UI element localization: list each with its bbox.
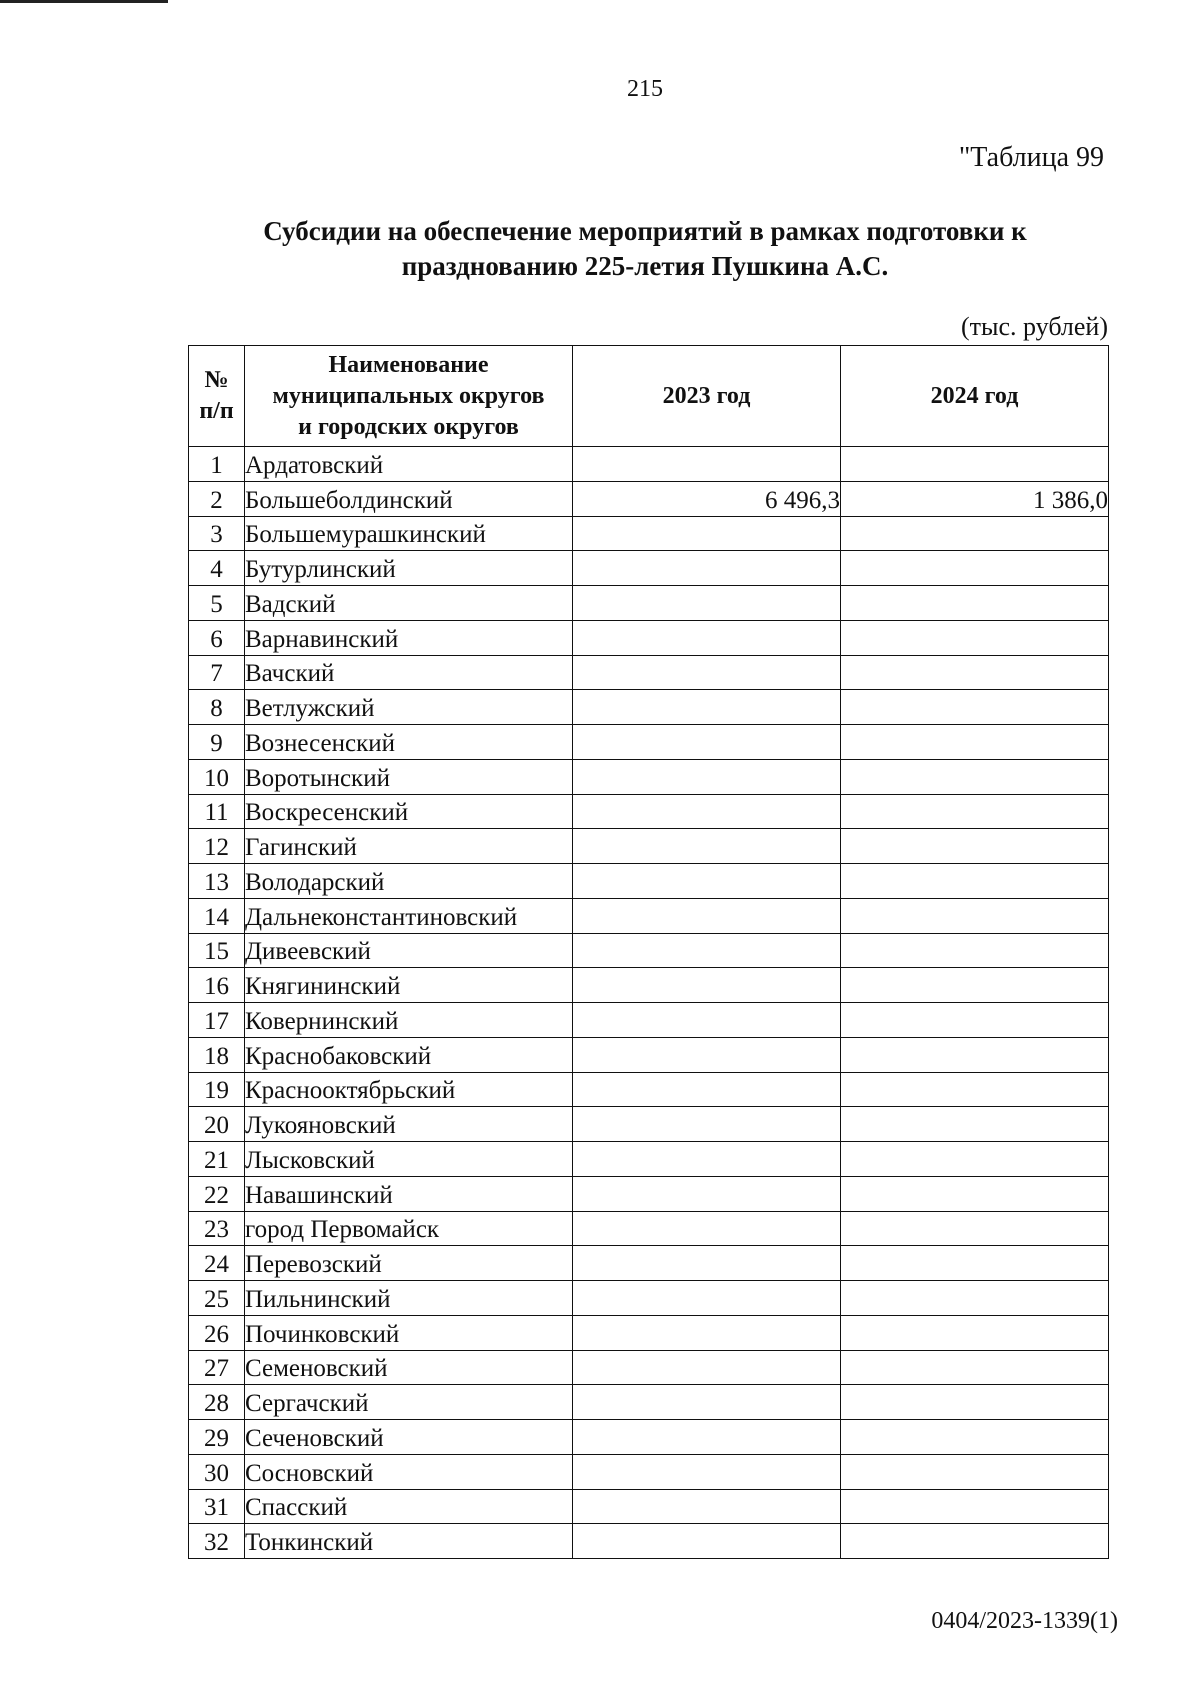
district-name: Бутурлинский (245, 551, 573, 586)
row-number: 26 (189, 1315, 245, 1350)
district-name: Вачский (245, 655, 573, 690)
value-2023 (573, 1350, 841, 1385)
value-2024 (841, 1281, 1109, 1316)
row-number: 21 (189, 1142, 245, 1177)
row-number: 10 (189, 759, 245, 794)
district-name: Ардатовский (245, 447, 573, 482)
district-name: Ковернинский (245, 1003, 573, 1038)
row-number: 22 (189, 1176, 245, 1211)
value-2023 (573, 725, 841, 760)
header-name-line-3: и городских округов (298, 413, 519, 440)
header-number (189, 346, 245, 447)
row-number: 24 (189, 1246, 245, 1281)
table-row (189, 1420, 1109, 1455)
district-name: Тонкинский (245, 1524, 573, 1559)
unit-label: (тыс. рублей) (960, 312, 1108, 341)
row-number: 31 (189, 1489, 245, 1524)
value-2024 (841, 655, 1109, 690)
district-name: Дивеевский (245, 933, 573, 968)
row-number: 13 (189, 864, 245, 899)
value-2024 (841, 620, 1109, 655)
table-row (189, 933, 1109, 968)
table-row (189, 1524, 1109, 1559)
row-number: 5 (189, 586, 245, 621)
table-row (189, 968, 1109, 1003)
table-row (189, 1454, 1109, 1489)
district-name: Володарский (245, 864, 573, 899)
table-header-row (189, 346, 1109, 447)
value-2024 (841, 933, 1109, 968)
table-row (189, 1489, 1109, 1524)
table-row (189, 655, 1109, 690)
header-name-line-2: муниципальных округов (272, 382, 545, 409)
table-row (189, 1037, 1109, 1072)
row-number: 16 (189, 968, 245, 1003)
row-number: 32 (189, 1524, 245, 1559)
district-name: Дальнеконстантиновский (245, 898, 573, 933)
value-2023 (573, 1385, 841, 1420)
table-row (189, 1385, 1109, 1420)
value-2023 (573, 1454, 841, 1489)
district-name: Сергачский (245, 1385, 573, 1420)
table-row (189, 1350, 1109, 1385)
page-number: 215 (627, 76, 663, 102)
table-row (189, 620, 1109, 655)
row-number: 4 (189, 551, 245, 586)
district-name: Воротынский (245, 759, 573, 794)
table-row (189, 1246, 1109, 1281)
district-name: Вознесенский (245, 725, 573, 760)
value-2023 (573, 1524, 841, 1559)
value-2024 (841, 1524, 1109, 1559)
value-2024 (841, 1037, 1109, 1072)
row-number: 8 (189, 690, 245, 725)
subsidy-table (188, 345, 1109, 1559)
district-name: Лысковский (245, 1142, 573, 1177)
value-2023 (573, 1281, 841, 1316)
row-number: 28 (189, 1385, 245, 1420)
district-name: Большемурашкинский (245, 516, 573, 551)
row-number: 18 (189, 1037, 245, 1072)
value-2024 (841, 586, 1109, 621)
value-2024 (841, 898, 1109, 933)
value-2024 (841, 864, 1109, 899)
value-2023 (573, 516, 841, 551)
value-2023 (573, 690, 841, 725)
value-2024 (841, 1350, 1109, 1385)
value-2024 (841, 1142, 1109, 1177)
value-2023 (573, 447, 841, 482)
district-name: Починковский (245, 1315, 573, 1350)
row-number: 6 (189, 620, 245, 655)
value-2023 (573, 898, 841, 933)
district-name: Перевозский (245, 1246, 573, 1281)
value-2024 (841, 1003, 1109, 1038)
district-name: город Первомайск (245, 1211, 573, 1246)
table-row (189, 1315, 1109, 1350)
value-2023 (573, 794, 841, 829)
row-number: 2 (189, 481, 245, 516)
district-name: Пильнинский (245, 1281, 573, 1316)
table-row (189, 447, 1109, 482)
value-2024 (841, 1420, 1109, 1455)
value-2023 (573, 1176, 841, 1211)
value-2024 (841, 447, 1109, 482)
value-2024 (841, 690, 1109, 725)
table-row (189, 1107, 1109, 1142)
district-name: Краснобаковский (245, 1037, 573, 1072)
header-number-abbr: п/п (199, 398, 234, 424)
table-row (189, 516, 1109, 551)
district-name: Спасский (245, 1489, 573, 1524)
value-2023 (573, 655, 841, 690)
value-2023 (573, 551, 841, 586)
value-2023 (573, 1037, 841, 1072)
row-number: 12 (189, 829, 245, 864)
value-2023 (573, 586, 841, 621)
row-number: 17 (189, 1003, 245, 1038)
table-row (189, 1003, 1109, 1038)
header-year-2024: 2024 год (841, 346, 1109, 447)
value-2023 (573, 1003, 841, 1038)
value-2024 (841, 725, 1109, 760)
row-number: 9 (189, 725, 245, 760)
value-2023 (573, 968, 841, 1003)
header-number-symbol: № (204, 367, 229, 393)
district-name: Варнавинский (245, 620, 573, 655)
table-row (189, 1072, 1109, 1107)
table-row (189, 794, 1109, 829)
value-2023 (573, 1107, 841, 1142)
row-number: 27 (189, 1350, 245, 1385)
title-line-2: празднованию 225-летия Пушкина А.С. (401, 251, 889, 281)
district-name: Вадский (245, 586, 573, 621)
value-2024 (841, 551, 1109, 586)
document-title (0, 214, 1200, 284)
value-2024 (841, 1107, 1109, 1142)
value-2023 (573, 829, 841, 864)
district-name: Лукояновский (245, 1107, 573, 1142)
district-name: Ветлужский (245, 690, 573, 725)
table-row (189, 1176, 1109, 1211)
district-name: Сеченовский (245, 1420, 573, 1455)
title-line-1: Субсидии на обеспечение мероприятий в рамках подготовки к (263, 216, 1027, 246)
district-name: Большеболдинский (245, 481, 573, 516)
value-2023 (573, 1142, 841, 1177)
value-2023 (573, 1315, 841, 1350)
row-number: 23 (189, 1211, 245, 1246)
value-2024 (841, 516, 1109, 551)
value-2024 (841, 829, 1109, 864)
row-number: 19 (189, 1072, 245, 1107)
table-row (189, 1281, 1109, 1316)
value-2024 (841, 1489, 1109, 1524)
district-name: Гагинский (245, 829, 573, 864)
table-row (189, 481, 1109, 516)
value-2023: 6 496,3 (573, 481, 841, 516)
value-2024 (841, 794, 1109, 829)
header-year-2023: 2023 год (573, 346, 841, 447)
table-row (189, 898, 1109, 933)
district-name: Воскресенский (245, 794, 573, 829)
value-2024 (841, 968, 1109, 1003)
district-name: Семеновский (245, 1350, 573, 1385)
value-2023 (573, 1246, 841, 1281)
table-row (189, 759, 1109, 794)
district-name: Сосновский (245, 1454, 573, 1489)
district-name: Навашинский (245, 1176, 573, 1211)
row-number: 30 (189, 1454, 245, 1489)
table-row (189, 586, 1109, 621)
table-row (189, 1142, 1109, 1177)
value-2024 (841, 759, 1109, 794)
table-row (189, 690, 1109, 725)
row-number: 29 (189, 1420, 245, 1455)
value-2024 (841, 1315, 1109, 1350)
value-2023 (573, 759, 841, 794)
table-row (189, 829, 1109, 864)
row-number: 7 (189, 655, 245, 690)
header-name (245, 346, 573, 447)
row-number: 25 (189, 1281, 245, 1316)
corner-rule (0, 0, 168, 3)
row-number: 11 (189, 794, 245, 829)
row-number: 14 (189, 898, 245, 933)
value-2024: 1 386,0 (841, 481, 1109, 516)
table-row (189, 725, 1109, 760)
value-2023 (573, 1072, 841, 1107)
value-2023 (573, 933, 841, 968)
table-row (189, 1211, 1109, 1246)
row-number: 20 (189, 1107, 245, 1142)
row-number: 1 (189, 447, 245, 482)
district-name: Княгининский (245, 968, 573, 1003)
table-row (189, 551, 1109, 586)
district-name: Краснооктябрьский (245, 1072, 573, 1107)
table-row (189, 864, 1109, 899)
value-2024 (841, 1454, 1109, 1489)
value-2023 (573, 1489, 841, 1524)
value-2024 (841, 1176, 1109, 1211)
document-code: 0404/2023-1339(1) (931, 1608, 1118, 1634)
row-number: 3 (189, 516, 245, 551)
value-2023 (573, 1420, 841, 1455)
value-2023 (573, 620, 841, 655)
value-2023 (573, 864, 841, 899)
value-2024 (841, 1211, 1109, 1246)
table-label: "Таблица 99 (958, 142, 1104, 173)
row-number: 15 (189, 933, 245, 968)
value-2024 (841, 1246, 1109, 1281)
value-2023 (573, 1211, 841, 1246)
header-name-line-1: Наименование (328, 351, 489, 378)
value-2024 (841, 1072, 1109, 1107)
value-2024 (841, 1385, 1109, 1420)
